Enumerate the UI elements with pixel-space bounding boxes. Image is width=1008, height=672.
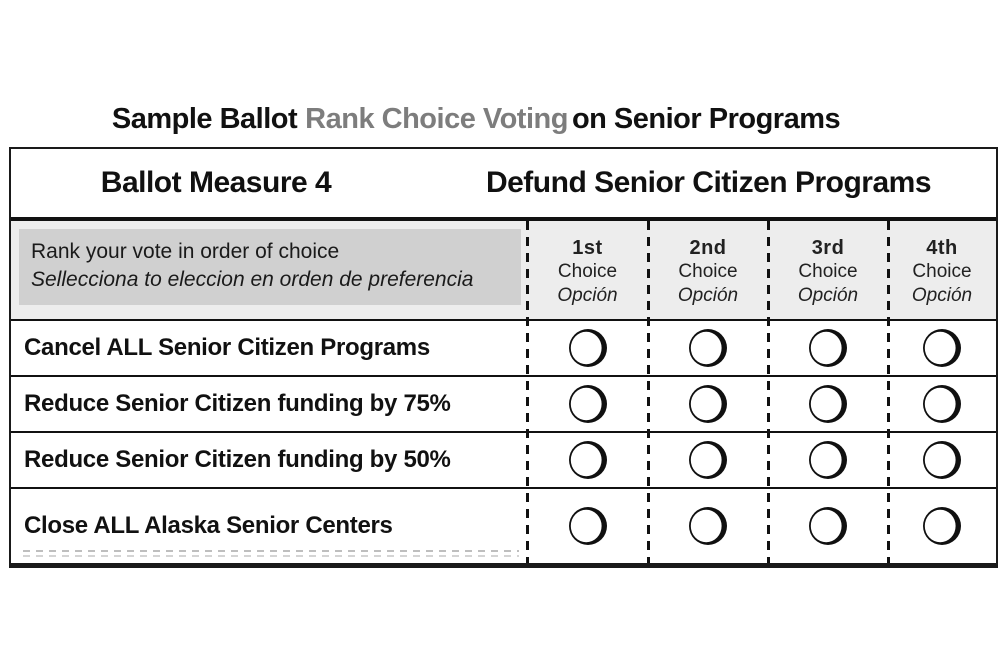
vote-bubble-cell-r3c2[interactable] bbox=[648, 433, 768, 487]
option-row-cancel-all bbox=[11, 321, 996, 377]
ballot-table bbox=[9, 147, 998, 568]
option-label: Cancel ALL Senior Citizen Programs bbox=[24, 334, 430, 361]
column-divider-dashed bbox=[526, 221, 529, 563]
title-text-2: on Senior Programs bbox=[571, 103, 841, 135]
vote-bubble-cell-r2c1[interactable] bbox=[527, 377, 648, 431]
vote-oval-icon[interactable] bbox=[922, 384, 962, 424]
column-header-4th-choice bbox=[888, 221, 996, 319]
vote-oval-icon[interactable] bbox=[922, 328, 962, 368]
vote-bubble-cell-r2c2[interactable] bbox=[648, 377, 768, 431]
option-label: Close ALL Alaska Senior Centers bbox=[24, 512, 393, 539]
opcion-label: Opción bbox=[797, 285, 859, 306]
vote-oval-icon[interactable] bbox=[688, 506, 728, 546]
vote-oval-icon[interactable] bbox=[808, 384, 848, 424]
choice-label: Choice bbox=[798, 261, 858, 282]
vote-bubble-cell-r4c3[interactable] bbox=[768, 489, 888, 563]
vote-oval-icon[interactable] bbox=[688, 440, 728, 480]
choice-label: Choice bbox=[557, 261, 618, 282]
title-text-1: Sample Ballot bbox=[111, 103, 298, 135]
clipped-text-remnant bbox=[23, 555, 519, 557]
option-row-reduce-75 bbox=[11, 377, 996, 433]
option-label: Reduce Senior Citizen funding by 50% bbox=[24, 446, 451, 473]
ordinal-label: 2nd bbox=[689, 237, 727, 259]
measure-name: Defund Senior Citizen Programs bbox=[485, 166, 932, 199]
instructions-english: Rank your vote in order of choice bbox=[31, 240, 340, 263]
vote-oval-icon[interactable] bbox=[922, 506, 962, 546]
vote-bubble-cell-r3c4[interactable] bbox=[888, 433, 996, 487]
vote-oval-icon[interactable] bbox=[568, 506, 608, 546]
choice-label: Choice bbox=[678, 261, 738, 282]
column-header-1st-choice bbox=[527, 221, 648, 319]
vote-bubble-cell-r1c4[interactable] bbox=[888, 321, 996, 375]
vote-oval-icon[interactable] bbox=[568, 440, 608, 480]
opcion-label: Opción bbox=[557, 285, 618, 306]
vote-oval-icon[interactable] bbox=[808, 328, 848, 368]
title-accent-text: Rank Choice Voting bbox=[305, 103, 568, 135]
ordinal-label: 4th bbox=[926, 237, 958, 259]
column-divider-dashed bbox=[767, 221, 770, 563]
vote-oval-icon[interactable] bbox=[568, 328, 608, 368]
opcion-label: Opción bbox=[677, 285, 739, 306]
column-divider-dashed bbox=[887, 221, 890, 563]
column-divider-dashed bbox=[647, 221, 650, 563]
clipped-text-remnant bbox=[23, 550, 519, 552]
page-title bbox=[0, 103, 952, 136]
vote-bubble-cell-r4c1[interactable] bbox=[527, 489, 648, 563]
choice-header-row bbox=[11, 221, 996, 321]
opcion-label: Opción bbox=[911, 285, 973, 306]
vote-oval-icon[interactable] bbox=[568, 384, 608, 424]
vote-bubble-cell-r1c3[interactable] bbox=[768, 321, 888, 375]
vote-oval-icon[interactable] bbox=[922, 440, 962, 480]
instructions-spanish: Sellecciona to eleccion en orden de preferencia bbox=[31, 268, 474, 291]
vote-bubble-cell-r2c4[interactable] bbox=[888, 377, 996, 431]
vote-bubble-cell-r3c3[interactable] bbox=[768, 433, 888, 487]
option-label: Reduce Senior Citizen funding by 75% bbox=[24, 390, 451, 417]
choice-label: Choice bbox=[912, 261, 972, 282]
ordinal-label: 3rd bbox=[811, 237, 845, 259]
measure-number: Ballot Measure 4 bbox=[100, 166, 332, 199]
vote-bubble-cell-r1c1[interactable] bbox=[527, 321, 648, 375]
column-header-3rd-choice bbox=[768, 221, 888, 319]
instructions-cell bbox=[11, 221, 527, 319]
vote-bubble-cell-r1c2[interactable] bbox=[648, 321, 768, 375]
vote-oval-icon[interactable] bbox=[688, 328, 728, 368]
column-header-2nd-choice bbox=[648, 221, 768, 319]
vote-oval-icon[interactable] bbox=[808, 506, 848, 546]
vote-bubble-cell-r4c4[interactable] bbox=[888, 489, 996, 563]
option-row-close-centers bbox=[11, 489, 996, 563]
vote-bubble-cell-r3c1[interactable] bbox=[527, 433, 648, 487]
option-row-reduce-50 bbox=[11, 433, 996, 489]
vote-oval-icon[interactable] bbox=[688, 384, 728, 424]
vote-oval-icon[interactable] bbox=[808, 440, 848, 480]
vote-bubble-cell-r4c2[interactable] bbox=[648, 489, 768, 563]
measure-header-row bbox=[11, 149, 996, 221]
instructions-box bbox=[19, 229, 521, 305]
vote-bubble-cell-r2c3[interactable] bbox=[768, 377, 888, 431]
ordinal-label: 1st bbox=[572, 237, 603, 259]
